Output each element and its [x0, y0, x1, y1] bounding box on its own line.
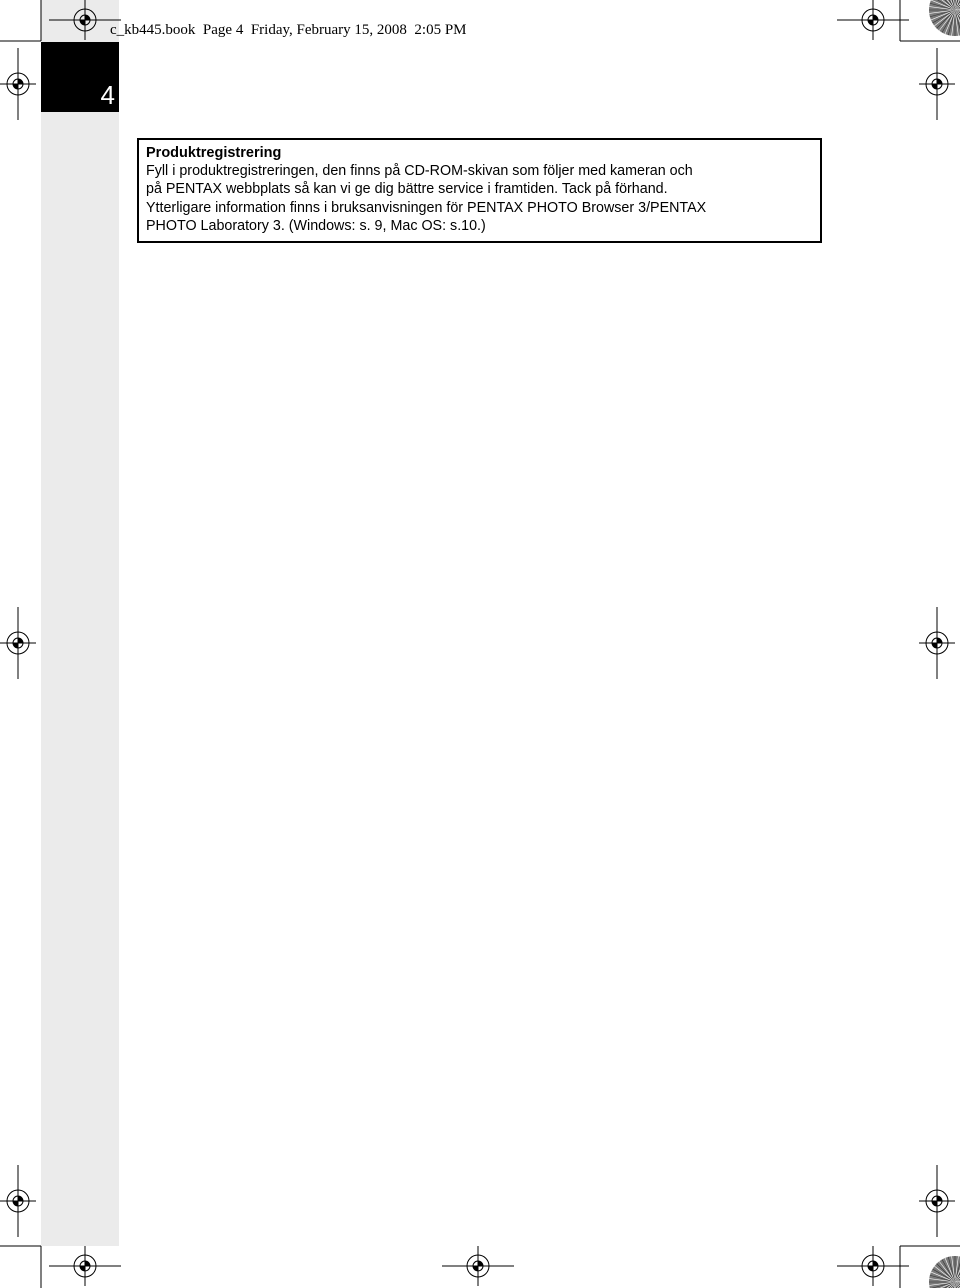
print-header: c_kb445.book Page 4 Friday, February 15, 2008 2:05 PM [110, 22, 467, 38]
registration-mark-icon [0, 1165, 36, 1237]
registration-mark-icon [837, 0, 909, 40]
registration-mark-icon [919, 607, 955, 679]
registration-mark-icon [49, 1246, 121, 1286]
color-dial-icon [929, 0, 960, 36]
registration-mark-icon [0, 48, 36, 120]
chapter-number: 4 [100, 80, 115, 110]
registration-mark-icon [919, 48, 955, 120]
box-title: Produktregistrering [146, 145, 282, 161]
registration-mark-icon [919, 1165, 955, 1237]
box-body: Fyll i produktregistreringen, den finns på CD-ROM-skivan som följer med kameran och på PENTAX webbplats så kan vi ge dig bättre service i framtiden. Tack på förhand. Ytterligare information finns i bruksanvisningen för PENTAX PHOTO Browser 3/PENTAX PHOTO Laboratory 3. (Windows: s. 9, Mac OS: s.10.) [146, 163, 707, 235]
registration-mark-icon [49, 0, 121, 40]
registration-mark-icon [442, 1246, 514, 1286]
registration-mark-icon [0, 607, 36, 679]
color-dial-icon [929, 1256, 960, 1288]
registration-mark-icon [837, 1246, 909, 1286]
